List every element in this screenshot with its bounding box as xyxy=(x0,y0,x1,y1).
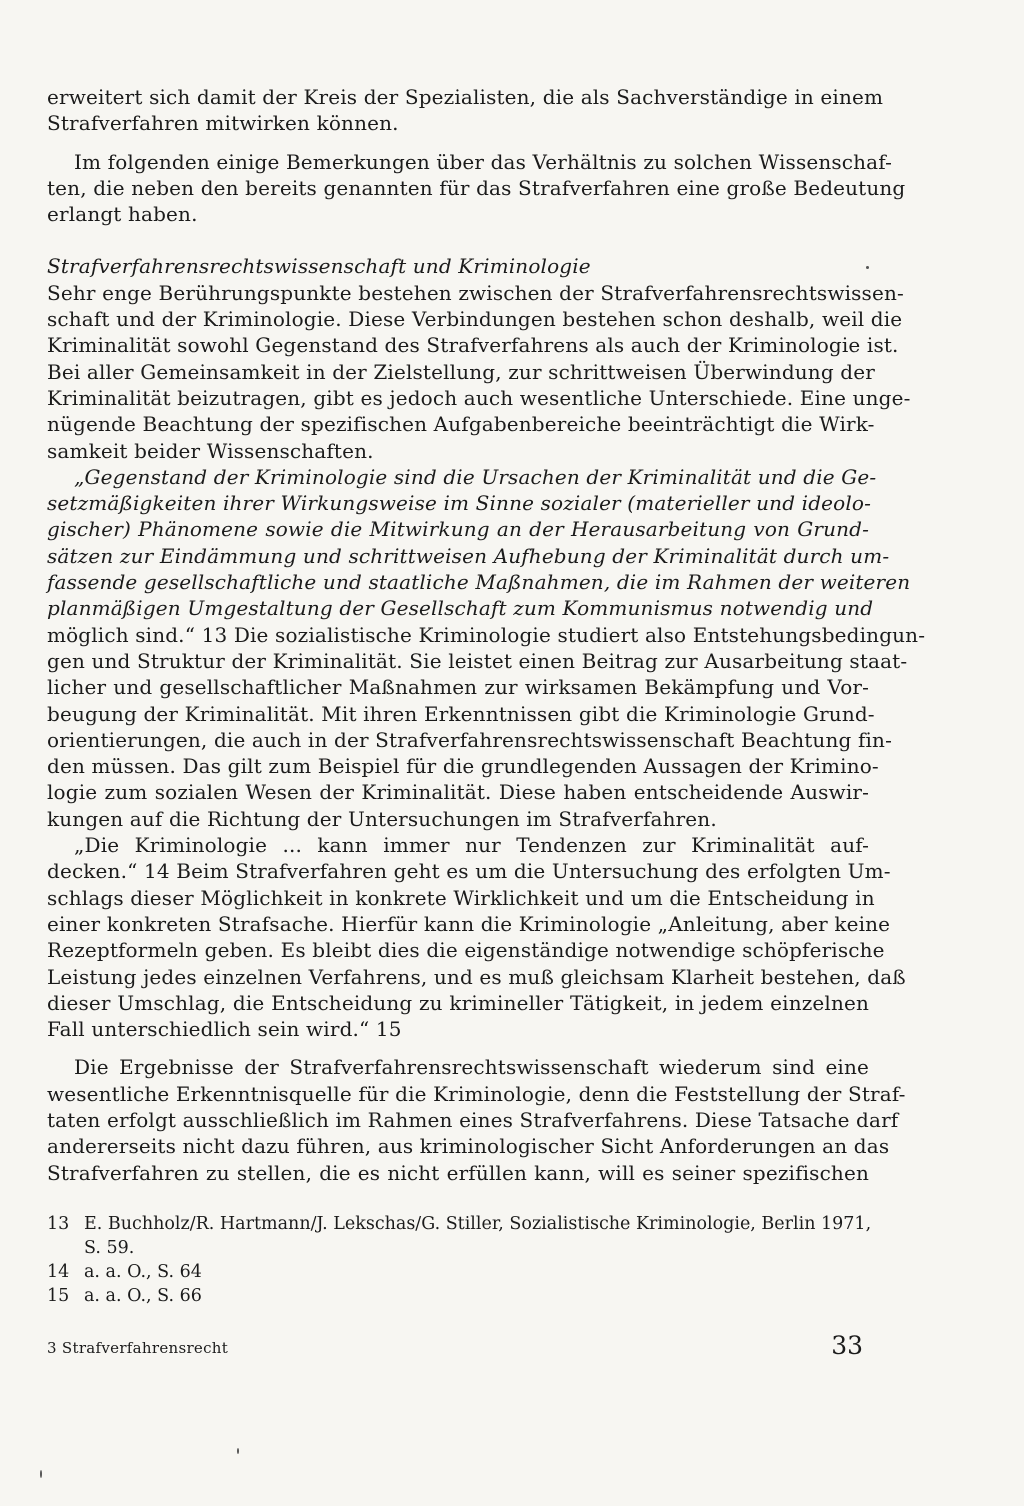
page-footer xyxy=(47,1331,863,1361)
text-line: Strafverfahren mitwirken können. xyxy=(47,111,399,136)
text-line: schaft und der Kriminologie. Diese Verbindungen bestehen schon deshalb, weil die xyxy=(47,307,903,332)
quote-line: fassende gesellschaftliche und staatliche Maßnahmen, die im Rahmen der weiteren xyxy=(47,570,911,595)
text-line: ten, die neben den bereits genannten für das Strafverfahren eine große Bedeutung xyxy=(47,175,906,200)
text-line: kungen auf die Richtung der Untersuchungen im Strafverfahren. xyxy=(47,806,717,831)
text-line: taten erfolgt ausschließlich im Rahmen eines Strafverfahrens. Diese Tatsache darf xyxy=(47,1107,899,1132)
footnote-number: 15 xyxy=(47,1285,70,1306)
text-line: möglich sind.“ 13 Die sozialistische Kriminologie studiert also Entstehungsbedingun- xyxy=(47,622,926,647)
footnote xyxy=(47,1260,869,1284)
text-line: schlags dieser Möglichkeit in konkrete Wirklichkeit und um die Entscheidung in xyxy=(47,885,875,910)
scan-speck xyxy=(40,1470,42,1478)
main-text xyxy=(47,84,926,1308)
footnote xyxy=(47,1212,872,1236)
footnote-number: 13 xyxy=(47,1213,70,1234)
text-line: Leistung jedes einzelnen Verfahrens, und es muß gleichsam Klarheit bestehen, daß xyxy=(47,964,906,989)
text-line: licher und gesellschaftlicher Maßnahmen zur wirksamen Bekämpfung und Vor- xyxy=(47,675,869,700)
text-line: Im folgenden einige Bemerkungen über das Verhältnis zu solchen Wissenschaf- xyxy=(74,149,892,174)
text-line: den müssen. Das gilt zum Beispiel für die grundlegenden Aussagen der Krimino- xyxy=(47,754,879,779)
text-line: Sehr enge Berührungspunkte bestehen zwischen der Strafverfahrensrechtswissen- xyxy=(47,280,904,305)
text-line: logie zum sozialen Wesen der Kriminalität. Diese haben entscheidende Auswir- xyxy=(47,780,869,805)
section-heading: Strafverfahrensrechtswissenschaft und Kriminologie xyxy=(47,254,591,279)
text-line: andererseits nicht dazu führen, aus kriminologischer Sicht Anforderungen an das xyxy=(47,1134,890,1159)
text-line: Die Ergebnisse der Strafverfahrensrechtswissenschaft wiederum sind eine xyxy=(74,1055,869,1080)
quote-line: „Gegenstand der Kriminologie sind die Ursachen der Kriminalität und die Ge- xyxy=(74,464,877,489)
footnote-continuation: S. 59. xyxy=(84,1237,135,1258)
text-line: erweitert sich damit der Kreis der Spezialisten, die als Sachverständige in einem xyxy=(47,85,884,109)
text-line: samkeit beider Wissenschaften. xyxy=(47,438,374,463)
text-line: beugung der Kriminalität. Mit ihren Erkenntnissen gibt die Kriminologie Grund- xyxy=(47,701,875,726)
footnote-text: E. Buchholz/R. Hartmann/J. Lekschas/G. Stiller, Sozialistische Kriminologie, Berlin 1971, xyxy=(84,1213,872,1234)
quote-line: gischer) Phänomene sowie die Mitwirkung an der Herausarbeitung von Grund- xyxy=(47,517,869,542)
text-line: dieser Umschlag, die Entscheidung zu krimineller Tätigkeit, in jedem einzelnen xyxy=(47,990,869,1015)
text-line: Kriminalität beizutragen, gibt es jedoch auch wesentliche Unterschiede. Eine unge- xyxy=(47,385,911,410)
page-number: 33 xyxy=(831,1331,863,1360)
footnote xyxy=(47,1284,869,1308)
text-line: Bei aller Gemeinsamkeit in der Zielstellung, zur schrittweisen Überwindung der xyxy=(47,359,875,384)
text-line: orientierungen, die auch in der Strafverfahrensrechtswissenschaft Beachtung fin- xyxy=(47,727,892,752)
text-line: erlangt haben. xyxy=(47,202,198,227)
text-line: einer konkreten Strafsache. Hierfür kann die Kriminologie „Anleitung, aber keine xyxy=(47,911,891,936)
footnote-text: a. a. O., S. 64 xyxy=(84,1261,202,1282)
quote-line: sätzen zur Eindämmung und schrittweisen Aufhebung der Kriminalität durch um- xyxy=(47,543,890,568)
text-line: Strafverfahren zu stellen, die es nicht erfüllen kann, will es seiner spezifischen xyxy=(47,1160,869,1185)
quote-line: planmäßigen Umgestaltung der Gesellschaft zum Kommunismus notwendig und xyxy=(47,596,874,621)
footnote-text: a. a. O., S. 66 xyxy=(84,1285,202,1306)
text-line: „Die Kriminologie ... kann immer nur Tendenzen zur Kriminalität auf- xyxy=(74,833,869,858)
printer-signature: 3 Strafverfahrensrecht xyxy=(47,1339,229,1357)
text-line: wesentliche Erkenntnisquelle für die Kriminologie, denn die Feststellung der Straf- xyxy=(47,1081,906,1106)
text-line: Fall unterschiedlich sein wird.“ 15 xyxy=(47,1017,402,1042)
scan-speck xyxy=(237,1448,239,1454)
text-line: nügende Beachtung der spezifischen Aufgabenbereiche beeinträchtigt die Wirk- xyxy=(47,412,875,437)
text-line: decken.“ 14 Beim Strafverfahren geht es um die Untersuchung des erfolgten Um- xyxy=(47,859,891,884)
text-line: Kriminalität sowohl Gegenstand des Strafverfahrens als auch der Kriminologie ist. xyxy=(47,333,899,358)
footnote-number: 14 xyxy=(47,1261,70,1282)
text-line: gen und Struktur der Kriminalität. Sie leistet einen Beitrag zur Ausarbeitung staat- xyxy=(47,648,908,673)
scan-speck xyxy=(866,266,869,269)
footnotes xyxy=(47,1212,872,1308)
quote-line: setzmäßigkeiten ihrer Wirkungsweise im Sinne sozialer (materieller und ideolo- xyxy=(47,491,871,516)
text-line: Rezeptformeln geben. Es bleibt dies die eigenständige notwendige schöpferische xyxy=(47,938,885,963)
